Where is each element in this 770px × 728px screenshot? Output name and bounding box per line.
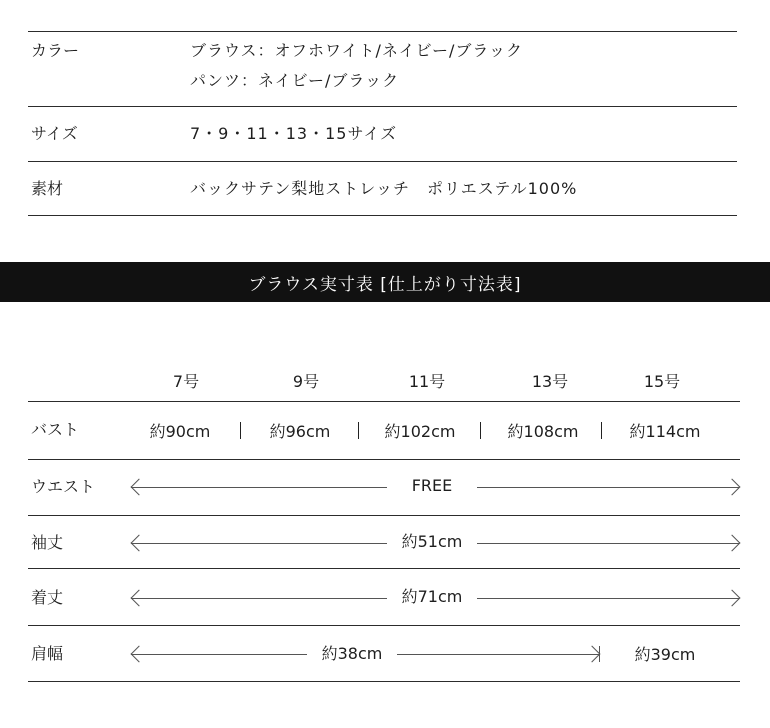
arrow-left-icon (131, 646, 148, 663)
spec-label-size: サイズ (31, 124, 78, 143)
spec-top-rule (28, 31, 737, 32)
column-header: 15号 (643, 372, 681, 391)
spec-value-color-blouse: ブラウス：オフホワイト/ネイビー/ブラック (190, 41, 524, 60)
table-rule (28, 625, 740, 626)
table-cell: 約108cm (507, 422, 579, 441)
table-rule (28, 401, 740, 402)
span-value-waist: FREE (387, 478, 477, 494)
arrow-right-icon (584, 646, 601, 663)
spec-label-material: 素材 (31, 179, 64, 198)
spec-label-color: カラー (31, 41, 80, 60)
arrow-right-icon (724, 535, 741, 552)
table-cell: 約96cm (269, 422, 331, 441)
cell-separator (480, 422, 481, 439)
table-cell: 約90cm (149, 422, 211, 441)
span-value-shoulder: 約38cm (307, 646, 397, 662)
row-label-bust: バスト (31, 420, 80, 439)
size-chart-banner (0, 262, 770, 302)
spec-divider (28, 161, 737, 162)
table-cell: 約102cm (384, 422, 456, 441)
arrow-left-icon (131, 479, 148, 496)
cell-separator (601, 422, 602, 439)
arrow-left-icon (131, 590, 148, 607)
column-header: 7号 (172, 372, 200, 391)
table-cell: 約114cm (629, 422, 701, 441)
cell-separator (240, 422, 241, 439)
column-header: 9号 (292, 372, 320, 391)
spec-value-material: バックサテン梨地ストレッチ ポリエステル100% (190, 179, 578, 198)
row-label-shoulder: 肩幅 (31, 644, 64, 663)
last-value-shoulder: 約39cm (634, 645, 696, 664)
row-label-sleeve: 袖丈 (31, 533, 64, 552)
arrow-right-icon (724, 479, 741, 496)
arrow-right-icon (724, 590, 741, 607)
arrow-end-tick (599, 646, 600, 662)
column-header: 13号 (531, 372, 569, 391)
row-label-waist: ウエスト (31, 477, 96, 496)
spec-bottom-rule (28, 215, 737, 216)
arrow-left-icon (131, 535, 148, 552)
span-value-sleeve: 約51cm (387, 534, 477, 550)
size-chart-title: ブラウス実寸表 [仕上がり寸法表] (248, 274, 522, 295)
cell-separator (358, 422, 359, 439)
table-rule (28, 515, 740, 516)
column-header: 11号 (408, 372, 446, 391)
spec-value-size: 7・9・11・13・15サイズ (190, 124, 398, 143)
row-label-length: 着丈 (31, 588, 64, 607)
table-rule (28, 459, 740, 460)
table-rule (28, 681, 740, 682)
table-rule (28, 568, 740, 569)
spec-value-color-pants: パンツ：ネイビー/ブラック (190, 71, 400, 90)
spec-divider (28, 106, 737, 107)
span-value-length: 約71cm (387, 589, 477, 605)
